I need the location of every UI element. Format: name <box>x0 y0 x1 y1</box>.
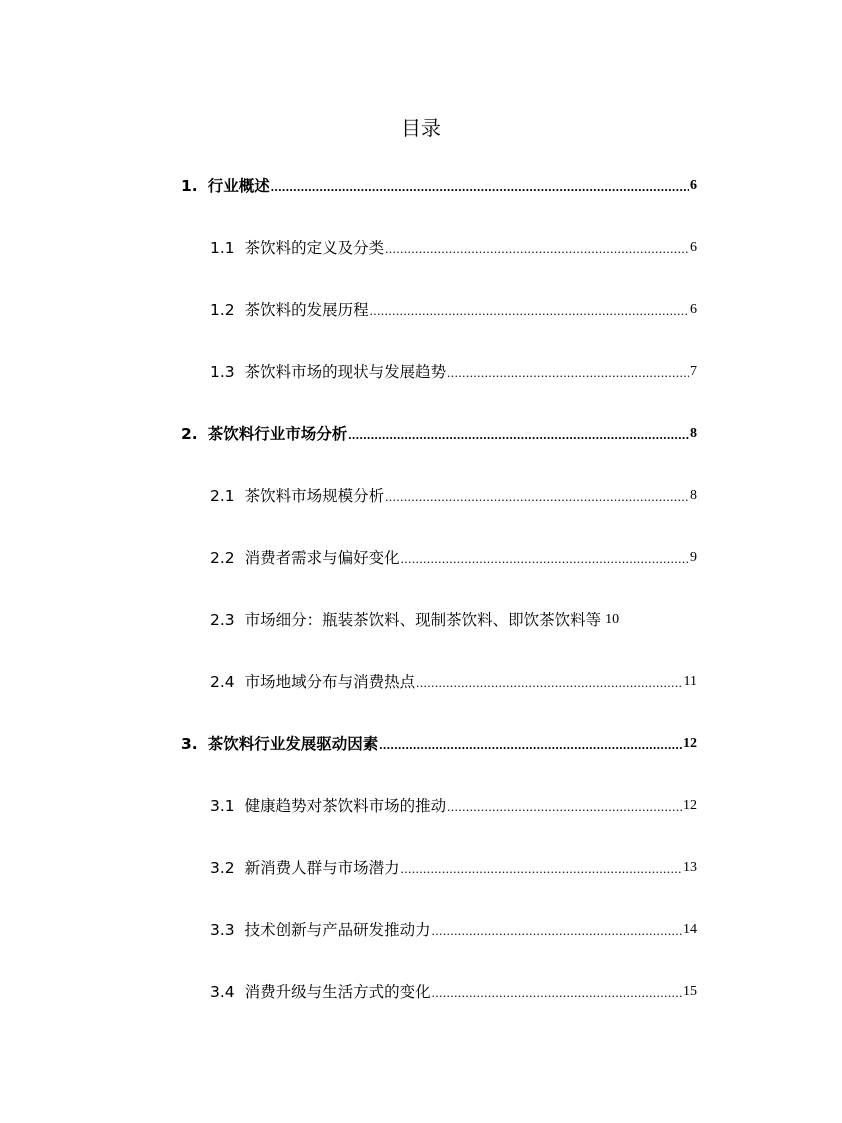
toc-entry-title: 市场地域分布与消费热点 <box>244 673 416 691</box>
toc-entry-number: 1. <box>181 177 198 195</box>
toc-entry-number: 1.3 <box>210 363 235 381</box>
toc-entry-number: 2.3 <box>210 611 235 629</box>
dot-leader <box>432 923 682 941</box>
toc-entry-number: 2.2 <box>210 549 235 567</box>
toc-entry-title: 茶饮料的定义及分类 <box>244 239 385 257</box>
toc-entry-title: 新消费人群与市场潜力 <box>244 859 400 877</box>
toc-entry-1[interactable] <box>181 167 697 197</box>
toc-entry-3-1[interactable] <box>210 787 697 817</box>
toc-entry-1-1[interactable] <box>210 229 697 259</box>
toc-entry-page: 6 <box>690 178 697 193</box>
toc-entry-page: 9 <box>690 550 697 565</box>
toc-entry-title: 行业概述 <box>207 177 270 195</box>
toc-entry-page: 11 <box>683 674 697 689</box>
toc-entry-2-4[interactable] <box>210 663 697 693</box>
toc-entry-1-3[interactable] <box>210 353 697 383</box>
dot-leader <box>401 551 689 569</box>
toc-entry-page: 14 <box>683 922 697 937</box>
toc-title: 目录 <box>401 116 441 140</box>
toc-entry-page: 13 <box>683 860 697 875</box>
toc-entry-number: 1.1 <box>210 239 235 257</box>
toc-entry-number: 2.1 <box>210 487 235 505</box>
toc-entry-page: 12 <box>683 736 697 751</box>
toc-entry-title: 茶饮料的发展历程 <box>244 301 369 319</box>
toc-entry-page: 10 <box>605 612 620 627</box>
toc-entry-title: 健康趋势对茶饮料市场的推动 <box>244 797 447 815</box>
dot-leader <box>370 303 689 321</box>
dot-leader <box>271 179 689 197</box>
toc-entry-title: 茶饮料行业市场分析 <box>207 425 348 443</box>
toc-entry-number: 1.2 <box>210 301 235 319</box>
dot-leader <box>348 427 689 445</box>
toc-entry-title: 茶饮料市场规模分析 <box>244 487 385 505</box>
toc-entry-3[interactable] <box>181 725 697 755</box>
toc-entry-page: 8 <box>690 488 697 503</box>
toc-entry-2-3[interactable] <box>210 601 697 631</box>
toc-entry-3-3[interactable] <box>210 911 697 941</box>
toc-entry-2[interactable] <box>181 415 697 445</box>
toc-entry-number: 3.4 <box>210 983 235 1001</box>
toc-entry-page: 15 <box>683 984 697 999</box>
toc-entry-title: 市场细分：瓶装茶饮料、现制茶饮料、即饮茶饮料等 <box>244 611 602 629</box>
toc-entry-1-2[interactable] <box>210 291 697 321</box>
toc-entry-page: 6 <box>690 302 697 317</box>
toc-entry-title: 消费升级与生活方式的变化 <box>244 983 431 1001</box>
toc-entry-page: 8 <box>690 426 697 441</box>
toc-entry-number: 3.1 <box>210 797 235 815</box>
dot-leader <box>447 799 682 817</box>
dot-leader <box>447 365 689 383</box>
toc-entry-title: 技术创新与产品研发推动力 <box>244 921 431 939</box>
dot-leader <box>379 737 682 755</box>
dot-leader <box>432 985 682 1003</box>
toc-entry-title: 消费者需求与偏好变化 <box>244 549 400 567</box>
toc-entry-number: 3. <box>181 735 198 753</box>
toc-entry-2-1[interactable] <box>210 477 697 507</box>
dot-leader <box>416 675 682 693</box>
toc-entry-number: 3.3 <box>210 921 235 939</box>
toc-entry-page: 6 <box>690 240 697 255</box>
toc-entry-number: 2. <box>181 425 198 443</box>
dot-leader <box>385 489 689 507</box>
toc-entry-number: 2.4 <box>210 673 235 691</box>
toc-entry-page: 12 <box>683 798 697 813</box>
toc-entry-page: 7 <box>690 364 697 379</box>
toc-entry-3-4[interactable] <box>210 973 697 1003</box>
toc-entry-title: 茶饮料行业发展驱动因素 <box>207 735 379 753</box>
toc-entry-title: 茶饮料市场的现状与发展趋势 <box>244 363 447 381</box>
dot-leader <box>385 241 689 259</box>
toc-entry-3-2[interactable] <box>210 849 697 879</box>
dot-leader <box>401 861 682 879</box>
toc-entry-number: 3.2 <box>210 859 235 877</box>
toc-entry-2-2[interactable] <box>210 539 697 569</box>
